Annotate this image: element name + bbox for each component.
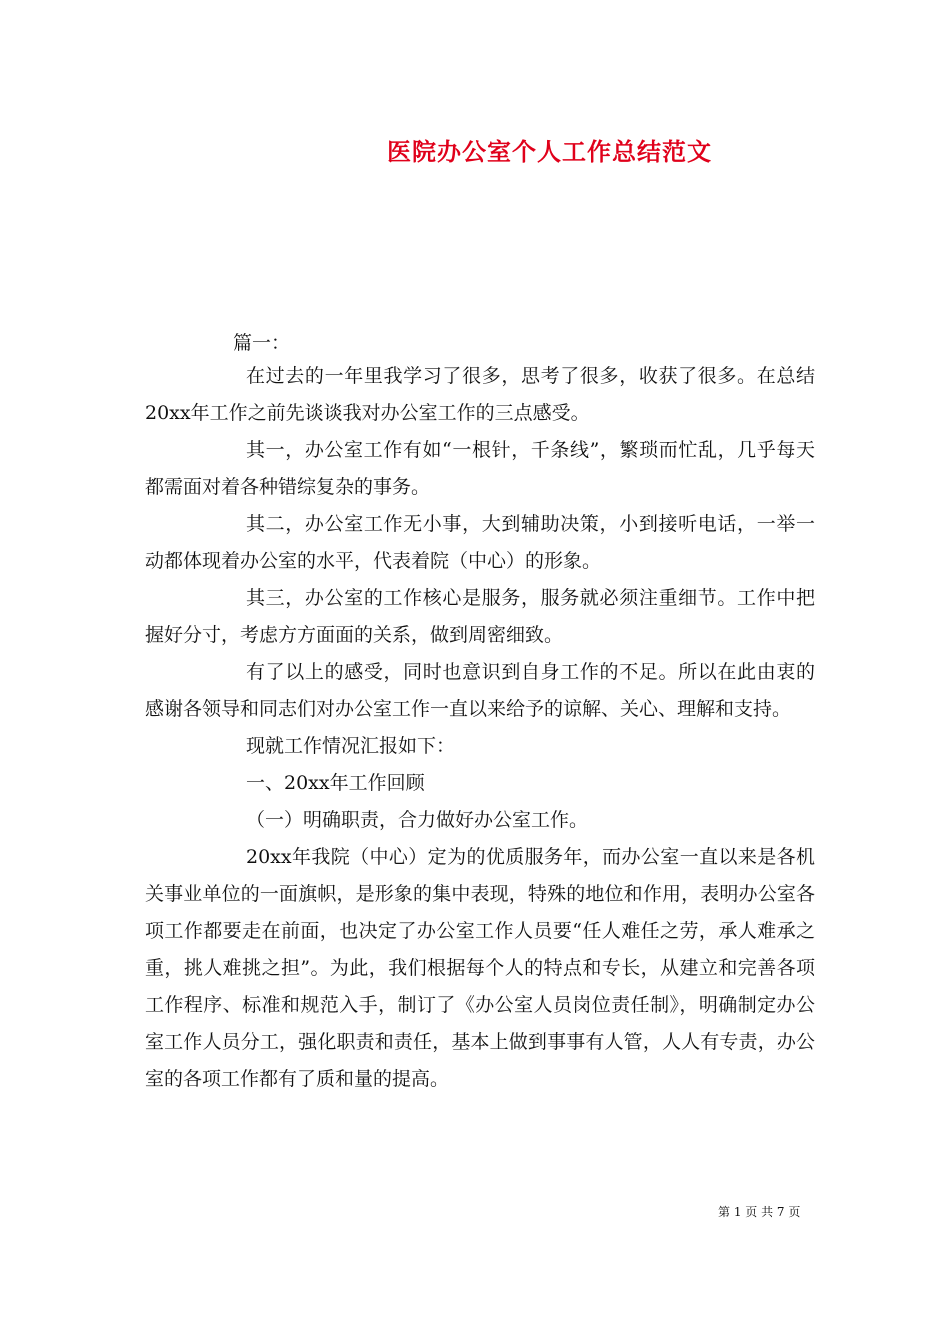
paragraph: 其三，办公室的工作核心是服务，服务就必须注重细节。工作中把握好分寸，考虑方方面面的关系，做到周密细致。 [145,587,815,646]
paragraph: 在过去的一年里我学习了很多，思考了很多，收获了很多。在总结20xx年工作之前先谈谈我对办公室工作的三点感受。 [145,365,815,424]
document-title: 医院办公室个人工作总结范文 [387,137,712,166]
subsection-heading: （一）明确职责，合力做好办公室工作。 [246,809,589,831]
section-label: 篇一： [233,332,291,354]
page-number-footer: 第 1 页 共 7 页 [718,1205,801,1219]
paragraph: 其一，办公室工作有如“一根针，千条线”，繁琐而忙乱，几乎每天都需面对着各种错综复杂的事务。 [145,439,815,498]
paragraph: 20xx年我院（中心）定为的优质服务年，而办公室一直以来是各机关事业单位的一面旗帜，是形象的集中表现，特殊的地位和作用，表明办公室各项工作都要走在前面，也决定了办公室工作人员要“任人难任之劳，承人难承之重，挑人难挑之担”。为此，我们根据每个人的特点和专长，从建立和完善各项工作程序、标准和规范入手，制订了《办公室人员岗位责任制》，明确制定办公室工作人员分工，强化职责和责任，基本上做到事事有人管，人人有专责，办公室的各项工作都有了质和量的提高。 [145,846,815,1090]
document-body [145,358,815,1098]
section-heading: 一、20xx年工作回顾 [246,772,425,794]
paragraph: 有了以上的感受，同时也意识到自身工作的不足。所以在此由衷的感谢各领导和同志们对办公室工作一直以来给予的谅解、关心、理解和支持。 [145,661,815,720]
paragraph: 现就工作情况汇报如下： [246,735,456,757]
paragraph: 其二，办公室工作无小事，大到辅助决策，小到接听电话，一举一动都体现着办公室的水平，代表着院（中心）的形象。 [145,513,815,572]
